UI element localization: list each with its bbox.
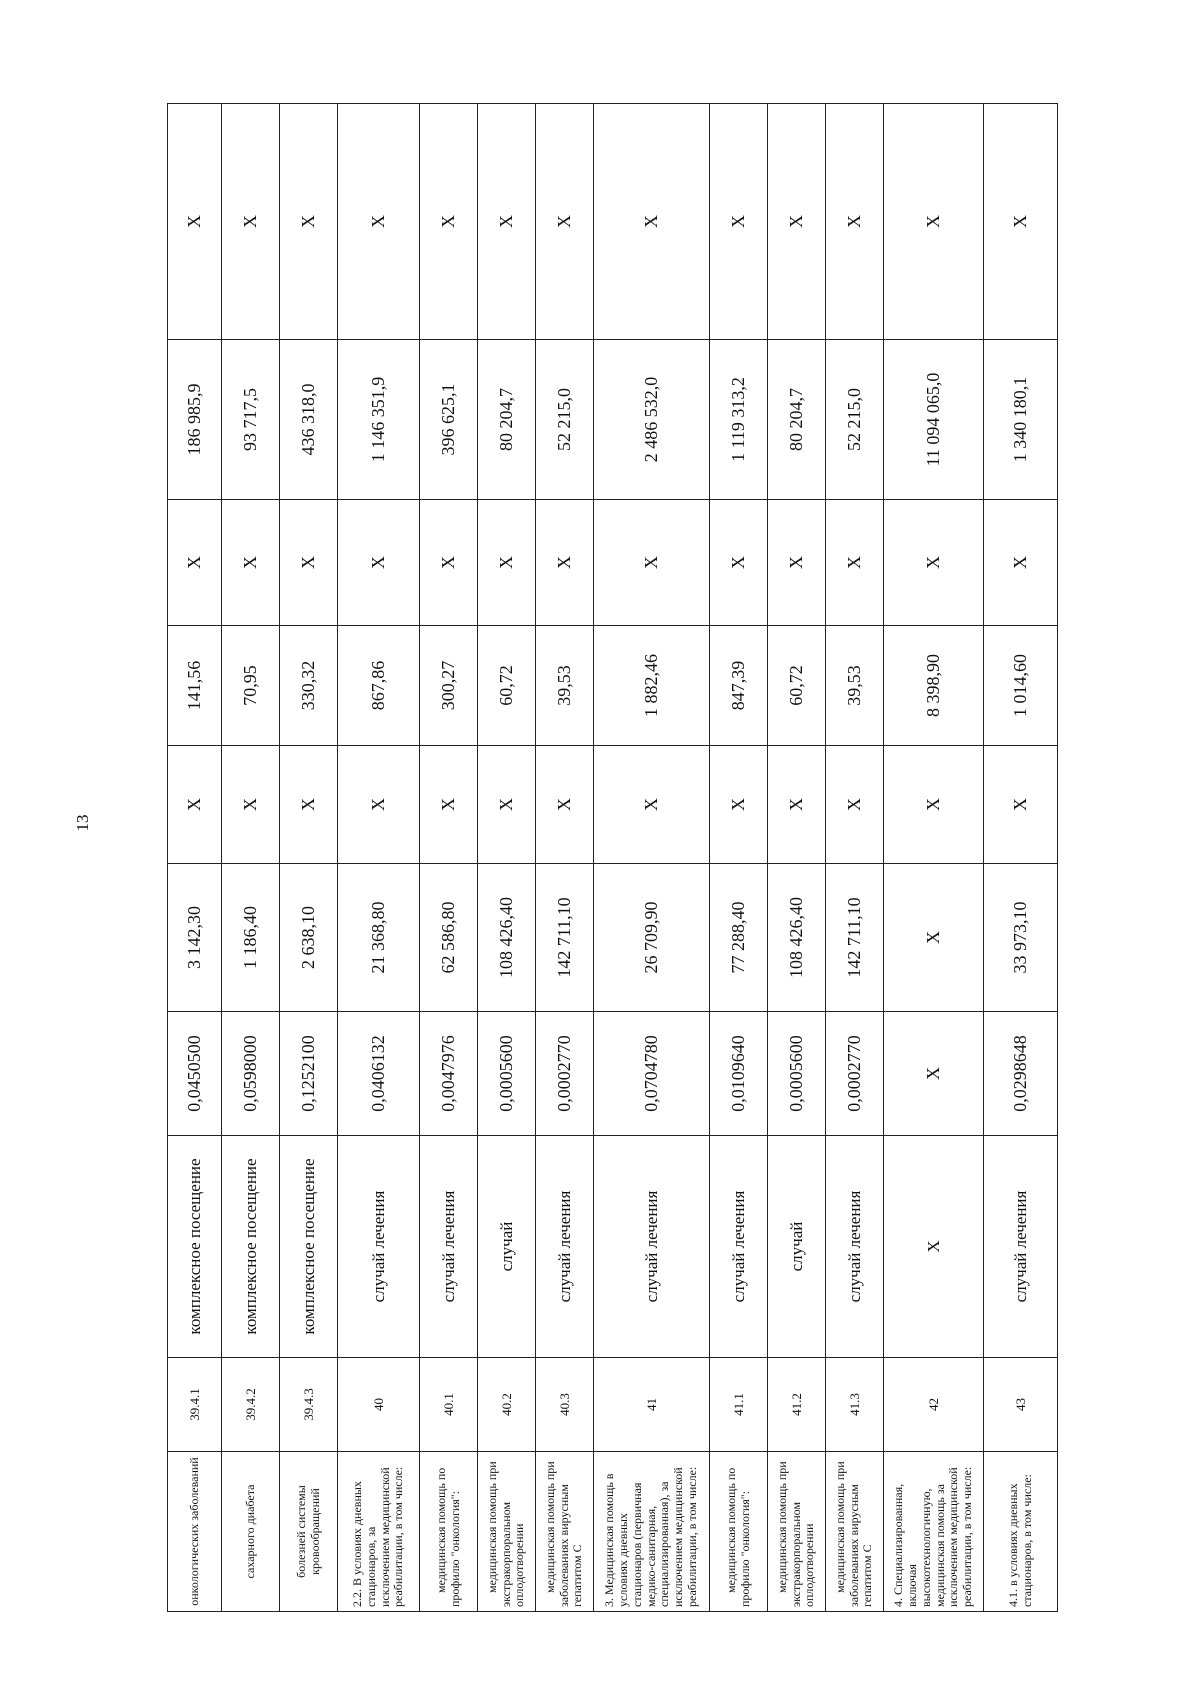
volume-per-person: 0,0450500 [168,1012,222,1136]
total-oms: 1 340 180,1 [984,340,1058,500]
percent-of-total: X [826,104,884,340]
per-capita-oms: 847,39 [710,626,768,746]
volume-per-person: 0,0047976 [420,1012,478,1136]
percent-of-total: X [168,104,222,340]
total-budget: X [710,500,768,626]
volume-per-person: 0,0598000 [222,1012,280,1136]
per-capita-oms: 60,72 [768,626,826,746]
total-oms: 11 094 065,0 [884,340,984,500]
unit-of-measure: случай лечения [420,1136,478,1358]
total-oms: 80 204,7 [768,340,826,500]
cost-per-unit: 142 711,10 [826,864,884,1012]
volume-per-person: 0,0002770 [536,1012,594,1136]
percent-of-total: X [984,104,1058,340]
total-budget: X [984,500,1058,626]
total-budget: X [222,500,280,626]
total-oms: 1 146 351,9 [338,340,420,500]
row-code: 40 [338,1358,420,1452]
total-budget: X [338,500,420,626]
per-capita-budget: X [280,746,338,864]
volume-per-person: 0,0005600 [768,1012,826,1136]
total-budget: X [478,500,536,626]
table-row [826,104,884,1612]
row-description: 3. Медицинская помощь в условиях дневных стационаров (первичная медико-санитарная, специализированная), за исключением медицинской реабилитации, в том числе: [594,1452,710,1612]
total-oms: 93 717,5 [222,340,280,500]
rotated-table-container [167,104,1057,1612]
cost-per-unit: 1 186,40 [222,864,280,1012]
per-capita-budget: X [420,746,478,864]
cost-per-unit: 77 288,40 [710,864,768,1012]
row-description: медицинская помощь по профилю "онкология": [710,1452,768,1612]
total-oms: 80 204,7 [478,340,536,500]
percent-of-total: X [884,104,984,340]
row-description: онкологических заболеваний [168,1452,222,1612]
cost-per-unit: 2 638,10 [280,864,338,1012]
total-oms: 2 486 532,0 [594,340,710,500]
cost-per-unit: 3 142,30 [168,864,222,1012]
table-row [478,104,536,1612]
unit-of-measure: комплексное посещение [280,1136,338,1358]
row-description: 4. Специализированная, включая высокотехнологичную, медицинская помощь за исключением медицинской реабилитации, в том числе: [884,1452,984,1612]
volume-per-person: 0,0704780 [594,1012,710,1136]
cost-per-unit: 108 426,40 [478,864,536,1012]
per-capita-oms: 60,72 [478,626,536,746]
row-code: 40.2 [478,1358,536,1452]
unit-of-measure: случай лечения [826,1136,884,1358]
per-capita-oms: 39,53 [826,626,884,746]
row-code: 40.3 [536,1358,594,1452]
total-budget: X [536,500,594,626]
total-budget: X [168,500,222,626]
total-budget: X [280,500,338,626]
per-capita-oms: 70,95 [222,626,280,746]
volume-per-person: 0,0406132 [338,1012,420,1136]
total-budget: X [826,500,884,626]
volume-per-person: 0,0109640 [710,1012,768,1136]
per-capita-budget: X [338,746,420,864]
volume-per-person: 0,0298648 [984,1012,1058,1136]
table-row [710,104,768,1612]
row-code: 39.4.3 [280,1358,338,1452]
per-capita-budget: X [594,746,710,864]
per-capita-oms: 141,56 [168,626,222,746]
financing-table [167,103,1058,1612]
total-oms: 52 215,0 [536,340,594,500]
percent-of-total: X [222,104,280,340]
total-oms: 396 625,1 [420,340,478,500]
table-row [984,104,1058,1612]
row-description: 2.2. В условиях дневных стационаров, за исключением медицинской реабилитации, в том числе: [338,1452,420,1612]
row-description: сахарного диабета [222,1452,280,1612]
unit-of-measure: случай лечения [984,1136,1058,1358]
row-code: 39.4.1 [168,1358,222,1452]
row-description: медицинская помощь при заболеваниях вирусным гепатитом С [536,1452,594,1612]
table-row [768,104,826,1612]
percent-of-total: X [280,104,338,340]
table-row [594,104,710,1612]
unit-of-measure: случай лечения [594,1136,710,1358]
table-body [168,104,1058,1612]
row-description: медицинская помощь при экстракорпоральном оплодотворении [768,1452,826,1612]
row-code: 39.4.2 [222,1358,280,1452]
per-capita-budget: X [884,746,984,864]
percent-of-total: X [594,104,710,340]
cost-per-unit: 62 586,80 [420,864,478,1012]
total-oms: 186 985,9 [168,340,222,500]
row-code: 41 [594,1358,710,1452]
page-number: 13 [73,814,92,832]
unit-of-measure: случай лечения [710,1136,768,1358]
table-row [168,104,222,1612]
cost-per-unit: 33 973,10 [984,864,1058,1012]
row-code: 41.1 [710,1358,768,1452]
percent-of-total: X [478,104,536,340]
unit-of-measure: случай [768,1136,826,1358]
cost-per-unit: 108 426,40 [768,864,826,1012]
total-budget: X [594,500,710,626]
table-row [536,104,594,1612]
percent-of-total: X [536,104,594,340]
row-description: медицинская помощь по профилю "онкология": [420,1452,478,1612]
per-capita-oms: 1 882,46 [594,626,710,746]
row-description: медицинская помощь при заболеваниях вирусным гепатитом С [826,1452,884,1612]
cost-per-unit: 21 368,80 [338,864,420,1012]
per-capita-budget: X [222,746,280,864]
table-row [420,104,478,1612]
cost-per-unit: X [884,864,984,1012]
row-description: болезней системы кровообращений [280,1452,338,1612]
percent-of-total: X [768,104,826,340]
total-oms: 1 119 313,2 [710,340,768,500]
unit-of-measure: случай лечения [536,1136,594,1358]
row-description: медицинская помощь при экстракорпоральном оплодотворении [478,1452,536,1612]
unit-of-measure: случай лечения [338,1136,420,1358]
per-capita-oms: 330,32 [280,626,338,746]
per-capita-budget: X [768,746,826,864]
volume-per-person: 0,1252100 [280,1012,338,1136]
percent-of-total: X [420,104,478,340]
unit-of-measure: комплексное посещение [222,1136,280,1358]
row-code: 43 [984,1358,1058,1452]
unit-of-measure: комплексное посещение [168,1136,222,1358]
per-capita-oms: 867,86 [338,626,420,746]
total-budget: X [768,500,826,626]
table-row [338,104,420,1612]
per-capita-oms: 8 398,90 [884,626,984,746]
total-oms: 436 318,0 [280,340,338,500]
per-capita-budget: X [710,746,768,864]
unit-of-measure: случай [478,1136,536,1358]
row-code: 41.3 [826,1358,884,1452]
percent-of-total: X [338,104,420,340]
percent-of-total: X [710,104,768,340]
per-capita-budget: X [478,746,536,864]
total-oms: 52 215,0 [826,340,884,500]
per-capita-oms: 300,27 [420,626,478,746]
row-code: 42 [884,1358,984,1452]
volume-per-person: 0,0005600 [478,1012,536,1136]
per-capita-budget: X [984,746,1058,864]
unit-of-measure: X [884,1136,984,1358]
per-capita-oms: 39,53 [536,626,594,746]
table-row [222,104,280,1612]
total-budget: X [884,500,984,626]
total-budget: X [420,500,478,626]
volume-per-person: X [884,1012,984,1136]
per-capita-budget: X [826,746,884,864]
per-capita-oms: 1 014,60 [984,626,1058,746]
row-description: 4.1. в условиях дневных стационаров, в том числе: [984,1452,1058,1612]
table-row [884,104,984,1612]
volume-per-person: 0,0002770 [826,1012,884,1136]
table-row [280,104,338,1612]
cost-per-unit: 26 709,90 [594,864,710,1012]
per-capita-budget: X [168,746,222,864]
per-capita-budget: X [536,746,594,864]
row-code: 40.1 [420,1358,478,1452]
cost-per-unit: 142 711,10 [536,864,594,1012]
row-code: 41.2 [768,1358,826,1452]
